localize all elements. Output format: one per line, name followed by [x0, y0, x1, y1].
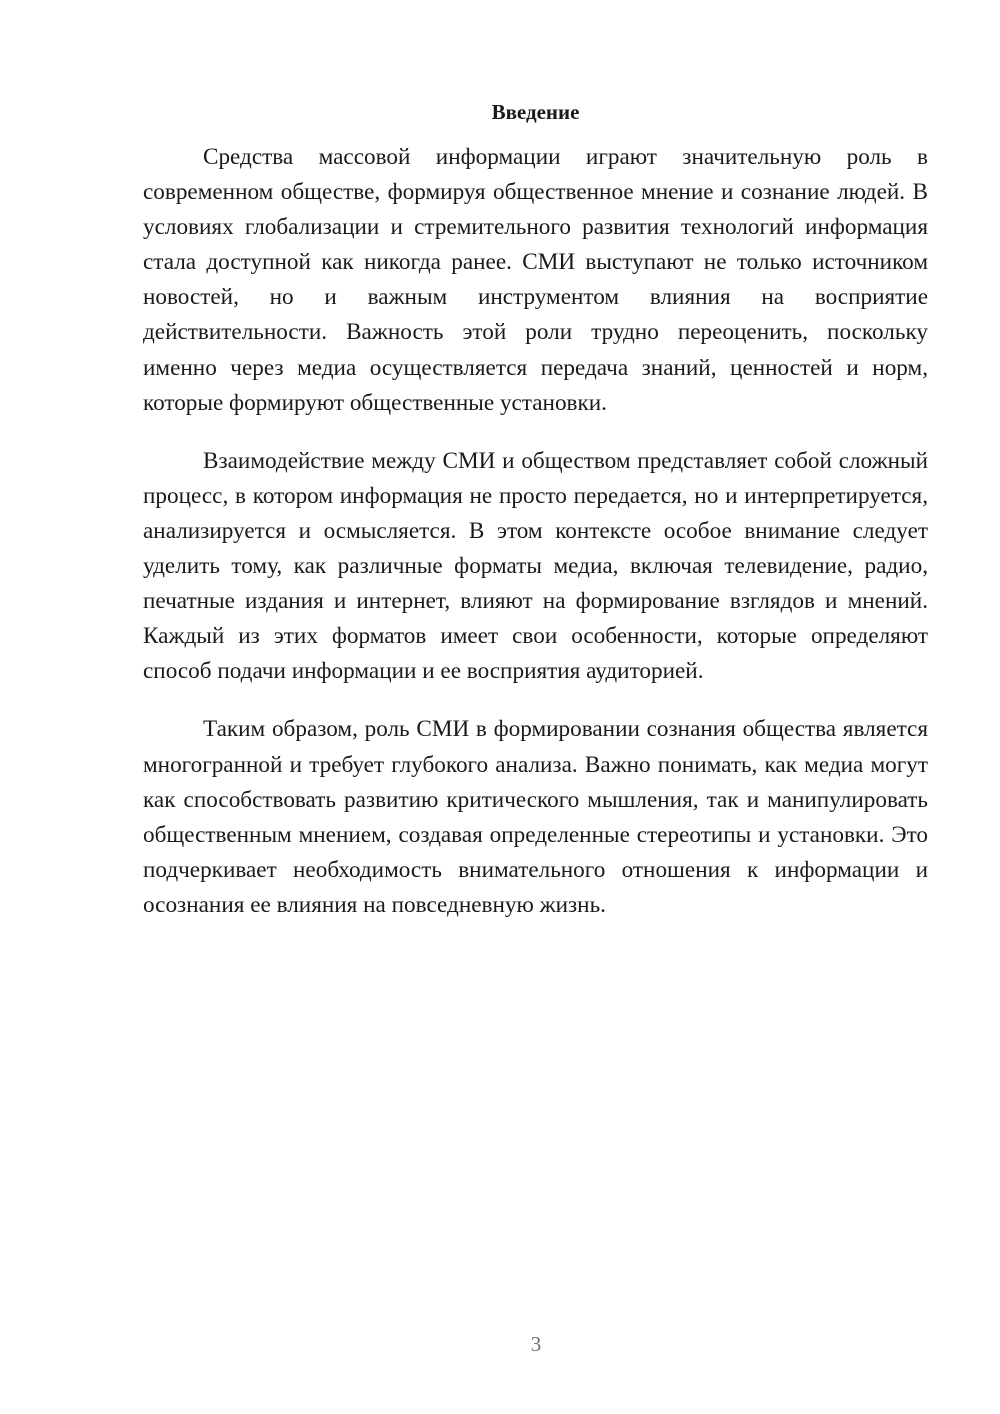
paragraph-1: Средства массовой информации играют значительную роль в современном обществе, формируя общественное мнение и сознание людей. В условиях глобализации и стремительного развития технологий информация стала доступной как никогда ранее. СМИ выступают не только источником новостей, но и важным инструментом влияния на восприятие действительности. Важность этой роли трудно переоценить, поскольку именно через медиа осуществляется передача знаний, ценностей и норм, которые формируют общественные установки. — [143, 144, 928, 416]
paragraph-2: Взаимодействие между СМИ и обществом представляет собой сложный процесс, в котором информация не просто передается, но и интерпретируется, анализируется и осмысляется. В этом контексте особое внимание следует уделить тому, как различные форматы медиа, включая телевидение, радио, печатные издания и интернет, влияют на формирование взглядов и мнений. Каждый из этих форматов имеет свои особенности, которые определяют способ подачи информации и ее восприятия аудиторией. — [143, 447, 928, 685]
page-number: 3 — [530, 1332, 542, 1356]
page-content — [143, 96, 928, 946]
paragraph-3: Таким образом, роль СМИ в формировании сознания общества является многогранной и требует глубокого анализа. Важно понимать, как медиа могут как способствовать развитию критического мышления, так и манипулировать общественным мнением, создавая определенные стереотипы и установки. Это подчеркивает необходимость внимательного отношения к информации и осознания ее влияния на повседневную жизнь. — [143, 716, 928, 918]
section-title: Введение — [491, 100, 580, 124]
